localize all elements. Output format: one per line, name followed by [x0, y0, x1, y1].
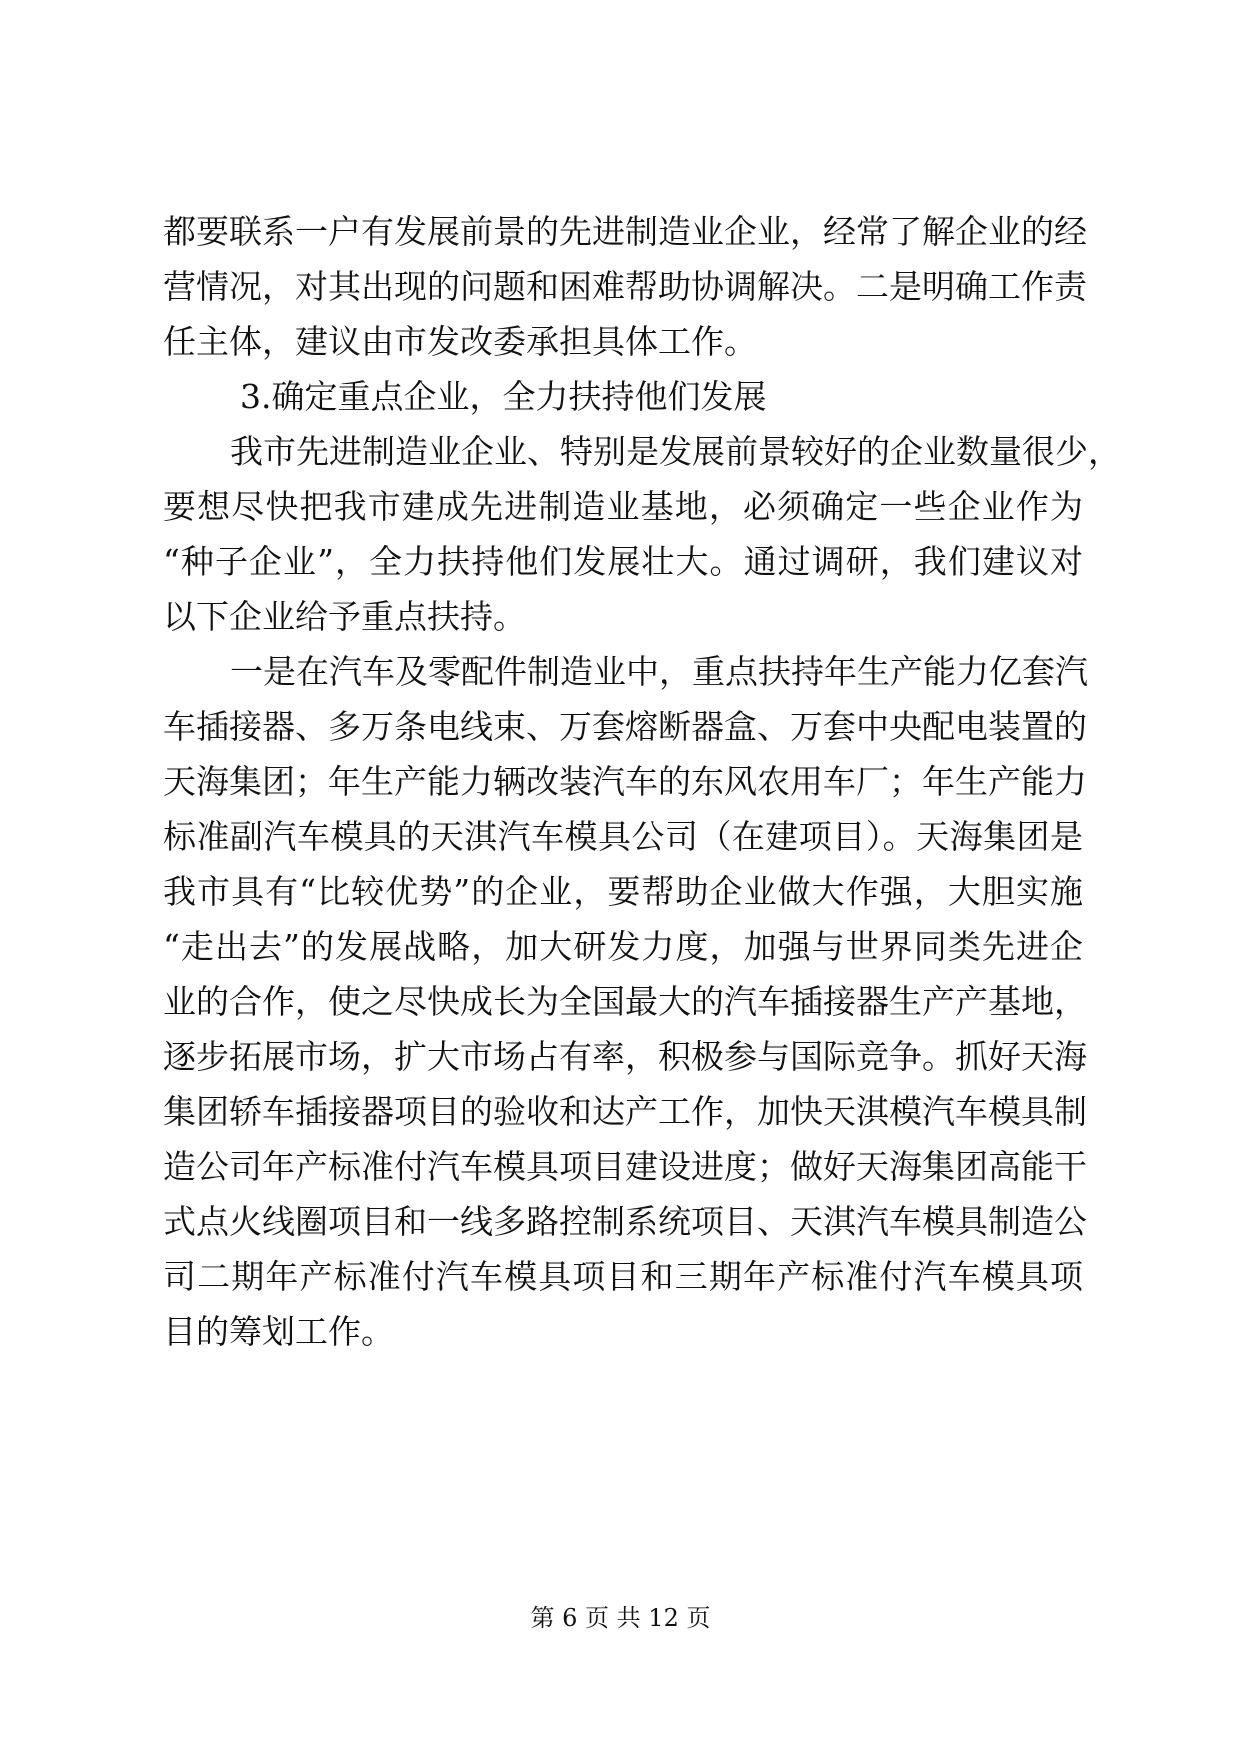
body-text-line: 一是在汽车及零配件制造业中，重点扶持年生产能力亿套汽	[230, 652, 1088, 691]
body-text-line: 车插接器、多万条电线束、万套熔断器盒、万套中央配电装置的	[163, 707, 1087, 746]
body-text-line: 逐步拓展市场，扩大市场占有率，积极参与国际竞争。抓好天海	[163, 1037, 1087, 1076]
body-text-line: 天海集团；年生产能力辆改装汽车的东风农用车厂；年生产能力	[163, 762, 1087, 801]
body-text-line: 任主体，建议由市发改委承担具体工作。	[163, 322, 757, 361]
body-text-line: “走出去”的发展战略，加大研发力度，加强与世界同类先进企	[163, 927, 1083, 966]
body-text-line: 我市先进制造业企业、特别是发展前景较好的企业数量很少，	[230, 432, 1121, 471]
body-text-line: 标准副汽车模具的天淇汽车模具公司（在建项目）。天海集团是	[163, 817, 1083, 856]
body-text-line: 以下企业给予重点扶持。	[163, 597, 526, 636]
body-text-line: 营情况，对其出现的问题和困难帮助协调解决。二是明确工作责	[163, 267, 1087, 306]
body-text-line: 司二期年产标准付汽车模具项目和三期年产标准付汽车模具项	[163, 1257, 1083, 1296]
body-text-line: 都要联系一户有发展前景的先进制造业企业，经常了解企业的经	[163, 212, 1087, 251]
section-heading: 3.确定重点企业，全力扶持他们发展	[240, 377, 767, 416]
body-text-line: 要想尽快把我市建成先进制造业基地，必须确定一些企业作为	[163, 487, 1083, 526]
body-text-line: 造公司年产标准付汽车模具项目建设进度；做好天海集团高能干	[163, 1147, 1087, 1186]
body-text-line: 式点火线圈项目和一线多路控制系统项目、天淇汽车模具制造公	[163, 1202, 1087, 1241]
body-text-line: 我市具有“比较优势”的企业，要帮助企业做大作强，大胆实施	[163, 872, 1083, 911]
body-text-line: “种子企业”，全力扶持他们发展壮大。通过调研，我们建议对	[163, 542, 1083, 581]
page-number-footer: 第 6 页 共 12 页	[530, 1604, 711, 1632]
body-text-line: 目的筹划工作。	[163, 1312, 394, 1351]
body-text-line: 业的合作，使之尽快成长为全国最大的汽车插接器生产产基地，	[163, 982, 1087, 1021]
body-text-line: 集团轿车插接器项目的验收和达产工作，加快天淇模汽车模具制	[163, 1092, 1087, 1131]
